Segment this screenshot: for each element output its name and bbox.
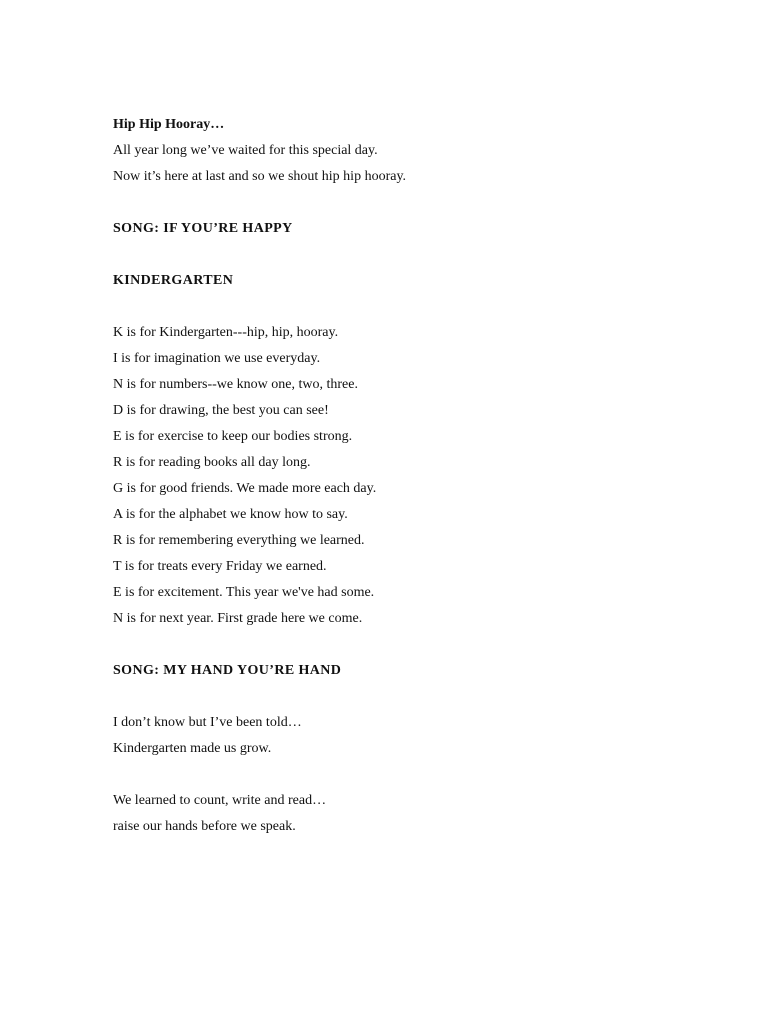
document-page <box>113 112 733 840</box>
acrostic-line-n2: N is for next year. First grade here we come. <box>113 611 363 626</box>
spacer <box>113 242 733 268</box>
intro-title: Hip Hip Hooray… <box>113 117 225 132</box>
acrostic-line-i: I is for imagination we use everyday. <box>113 351 321 366</box>
song-heading-if-youre-happy: SONG: IF YOU’RE HAPPY <box>113 221 293 236</box>
acrostic-line-t: T is for treats every Friday we earned. <box>113 559 327 574</box>
acrostic-line-e2: E is for excitement. This year we've had some. <box>113 585 375 600</box>
acrostic-line-g: G is for good friends. We made more each day. <box>113 481 377 496</box>
acrostic-line-r: R is for reading books all day long. <box>113 455 311 470</box>
spacer <box>113 632 733 658</box>
intro-line: All year long we’ve waited for this special day. <box>113 143 378 158</box>
acrostic-line-k: K is for Kindergarten---hip, hip, hooray. <box>113 325 339 340</box>
spacer <box>113 762 733 788</box>
acrostic-line-a: A is for the alphabet we know how to say. <box>113 507 348 522</box>
kindergarten-heading: KINDERGARTEN <box>113 273 234 288</box>
acrostic-line-d: D is for drawing, the best you can see! <box>113 403 329 418</box>
intro-line: Now it’s here at last and so we shout hip hip hooray. <box>113 169 407 184</box>
acrostic-line-e: E is for exercise to keep our bodies strong. <box>113 429 353 444</box>
spacer <box>113 684 733 710</box>
song-heading-my-hand: SONG: MY HAND YOU’RE HAND <box>113 663 342 678</box>
verse-line: We learned to count, write and read… <box>113 793 327 808</box>
verse-line: I don’t know but I’ve been told… <box>113 715 302 730</box>
verse-line: Kindergarten made us grow. <box>113 741 272 756</box>
spacer <box>113 190 733 216</box>
spacer <box>113 294 733 320</box>
verse-line: raise our hands before we speak. <box>113 819 296 834</box>
acrostic-line-r2: R is for remembering everything we learned. <box>113 533 365 548</box>
acrostic-line-n: N is for numbers--we know one, two, three. <box>113 377 358 392</box>
